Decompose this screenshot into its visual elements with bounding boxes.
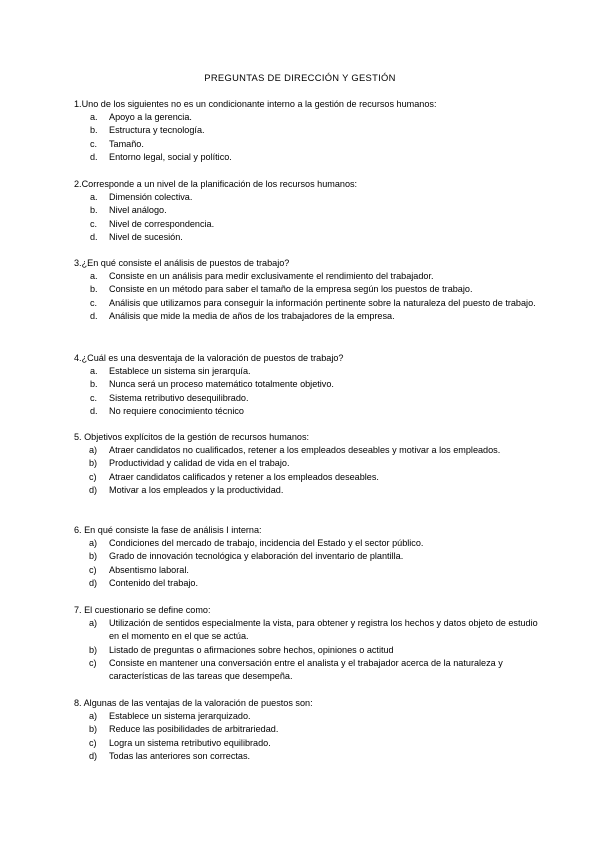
option xyxy=(74,124,544,137)
option xyxy=(74,111,544,124)
option-text: Nivel análogo. xyxy=(109,205,167,216)
option-text: Grado de innovación tecnológica y elaboración del inventario de plantilla. xyxy=(109,551,404,562)
option-marker: a) xyxy=(89,711,98,722)
option xyxy=(74,218,544,231)
option xyxy=(74,484,544,497)
option-text: Contenido del trabajo. xyxy=(109,577,198,588)
option xyxy=(74,204,544,217)
option xyxy=(74,617,544,643)
option xyxy=(74,577,544,590)
question-3 xyxy=(74,257,544,323)
option xyxy=(74,297,544,310)
option xyxy=(74,737,544,750)
option xyxy=(74,138,544,151)
option xyxy=(74,550,544,563)
option-text: Establece un sistema jerarquizado. xyxy=(109,711,251,722)
option-text: Nivel de sucesión. xyxy=(109,231,183,242)
option-marker: d. xyxy=(90,405,98,416)
option-marker: b. xyxy=(90,205,98,216)
option-text: Establece un sistema sin jerarquía. xyxy=(109,366,251,377)
option-marker: d) xyxy=(89,750,98,761)
option-marker: a. xyxy=(90,112,98,123)
option-marker: c) xyxy=(89,657,97,668)
option xyxy=(74,191,544,204)
option xyxy=(74,723,544,736)
option-text: Motivar a los empleados y la productividad. xyxy=(109,484,284,495)
option xyxy=(74,151,544,164)
option xyxy=(74,231,544,244)
option-marker: a. xyxy=(90,366,98,377)
question-text: 7. El cuestionario se define como: xyxy=(74,605,211,615)
option-marker: b) xyxy=(89,551,98,562)
option xyxy=(74,365,544,378)
option-marker: c. xyxy=(90,297,98,308)
option-text: Absentismo laboral. xyxy=(109,564,189,575)
option-marker: a) xyxy=(89,618,98,629)
option-text: Tamaño. xyxy=(109,138,144,149)
option-marker: d. xyxy=(90,231,98,242)
option-marker: c) xyxy=(89,737,97,748)
option-marker: d. xyxy=(90,151,98,162)
option-text: Dimensión colectiva. xyxy=(109,192,193,203)
option-text: Sistema retributivo desequilibrado. xyxy=(109,392,249,403)
option-marker: c. xyxy=(90,392,98,403)
option xyxy=(74,444,544,457)
option xyxy=(74,644,544,657)
option-text: Todas las anteriores son correctas. xyxy=(109,750,251,761)
option-text: Utilización de sentidos especialmente la vista, para obtener y registra los hechos y datos objeto de estudio en el momento en el que se actúa. xyxy=(109,618,538,642)
option-marker: b. xyxy=(90,284,98,295)
option-text: Atraer candidatos no cualificados, retener a los empleados deseables y motivar a los empleados. xyxy=(109,445,501,456)
option xyxy=(74,270,544,283)
option-marker: a. xyxy=(90,192,98,203)
question-4 xyxy=(74,352,544,418)
question-8 xyxy=(74,697,544,763)
option xyxy=(74,471,544,484)
option xyxy=(74,710,544,723)
question-text: 8. Algunas de las ventajas de la valoración de puestos son: xyxy=(74,698,313,708)
option-text: Productividad y calidad de vida en el trabajo. xyxy=(109,458,290,469)
option-text: Estructura y tecnología. xyxy=(109,125,205,136)
option-marker: a) xyxy=(89,445,98,456)
option-marker: a) xyxy=(89,538,98,549)
option-text: Consiste en un método para saber el tamaño de la empresa según los puestos de trabajo. xyxy=(109,284,473,295)
option-marker: b. xyxy=(90,125,98,136)
question-text: 1.Uno de los siguientes no es un condicionante interno a la gestión de recursos humanos: xyxy=(74,99,437,109)
option-marker: c. xyxy=(90,218,98,229)
option-marker: d. xyxy=(90,310,98,321)
option xyxy=(74,750,544,763)
option xyxy=(74,283,544,296)
option xyxy=(74,657,544,683)
option-marker: b) xyxy=(89,724,98,735)
option xyxy=(74,457,544,470)
option-text: Logra un sistema retributivo equilibrado. xyxy=(109,737,271,748)
page-title: PREGUNTAS DE DIRECCIÓN Y GESTIÓN xyxy=(204,72,396,83)
question-text: 2.Corresponde a un nivel de la planificación de los recursos humanos: xyxy=(74,179,358,189)
option-text: Análisis que mide la media de años de los trabajadores de la empresa. xyxy=(109,310,395,321)
question-text: 5. Objetivos explícitos de la gestión de recursos humanos: xyxy=(74,432,310,442)
question-7 xyxy=(74,604,544,683)
option-text: Condiciones del mercado de trabajo, incidencia del Estado y el sector público. xyxy=(109,538,424,549)
option xyxy=(74,392,544,405)
option xyxy=(74,405,544,418)
option-text: Análisis que utilizamos para conseguir la información pertinente sobre la naturaleza del puesto de trabajo. xyxy=(109,297,536,308)
option-text: Atraer candidatos calificados y retener a los empleados deseables. xyxy=(109,471,379,482)
question-2 xyxy=(74,178,544,244)
option-text: Reduce las posibilidades de arbitrariedad. xyxy=(109,724,279,735)
question-text: 6. En qué consiste la fase de análisis I interna: xyxy=(74,525,262,535)
option-marker: b. xyxy=(90,379,98,390)
option-marker: b) xyxy=(89,458,98,469)
option-text: Nivel de correspondencia. xyxy=(109,218,215,229)
option-marker: a. xyxy=(90,271,98,282)
question-5 xyxy=(74,431,544,497)
question-text: 3.¿En qué consiste el análisis de puestos de trabajo? xyxy=(74,258,290,268)
option-text: Consiste en mantener una conversación entre el analista y el trabajador acerca de la naturaleza y características de las tareas que desempeña. xyxy=(109,657,503,682)
option-marker: b) xyxy=(89,644,98,655)
option-marker: c) xyxy=(89,471,97,482)
option xyxy=(74,310,544,323)
option xyxy=(74,564,544,577)
option-marker: c. xyxy=(90,138,98,149)
option-text: Apoyo a la gerencia. xyxy=(109,112,192,123)
option xyxy=(74,378,544,391)
option-text: Entorno legal, social y político. xyxy=(109,151,232,162)
option-marker: d) xyxy=(89,484,98,495)
option xyxy=(74,537,544,550)
option-marker: d) xyxy=(89,577,98,588)
question-text: 4.¿Cuál es una desventaja de la valoración de puestos de trabajo? xyxy=(74,353,344,363)
option-marker: c) xyxy=(89,564,97,575)
option-text: Listado de preguntas o afirmaciones sobre hechos, opiniones o actitud xyxy=(109,644,394,655)
question-6 xyxy=(74,524,544,590)
question-1 xyxy=(74,98,544,164)
option-text: No requiere conocimiento técnico xyxy=(109,405,244,416)
option-text: Nunca será un proceso matemático totalmente objetivo. xyxy=(109,379,334,390)
option-text: Consiste en un análisis para medir exclusivamente el rendimiento del trabajador. xyxy=(109,271,434,282)
